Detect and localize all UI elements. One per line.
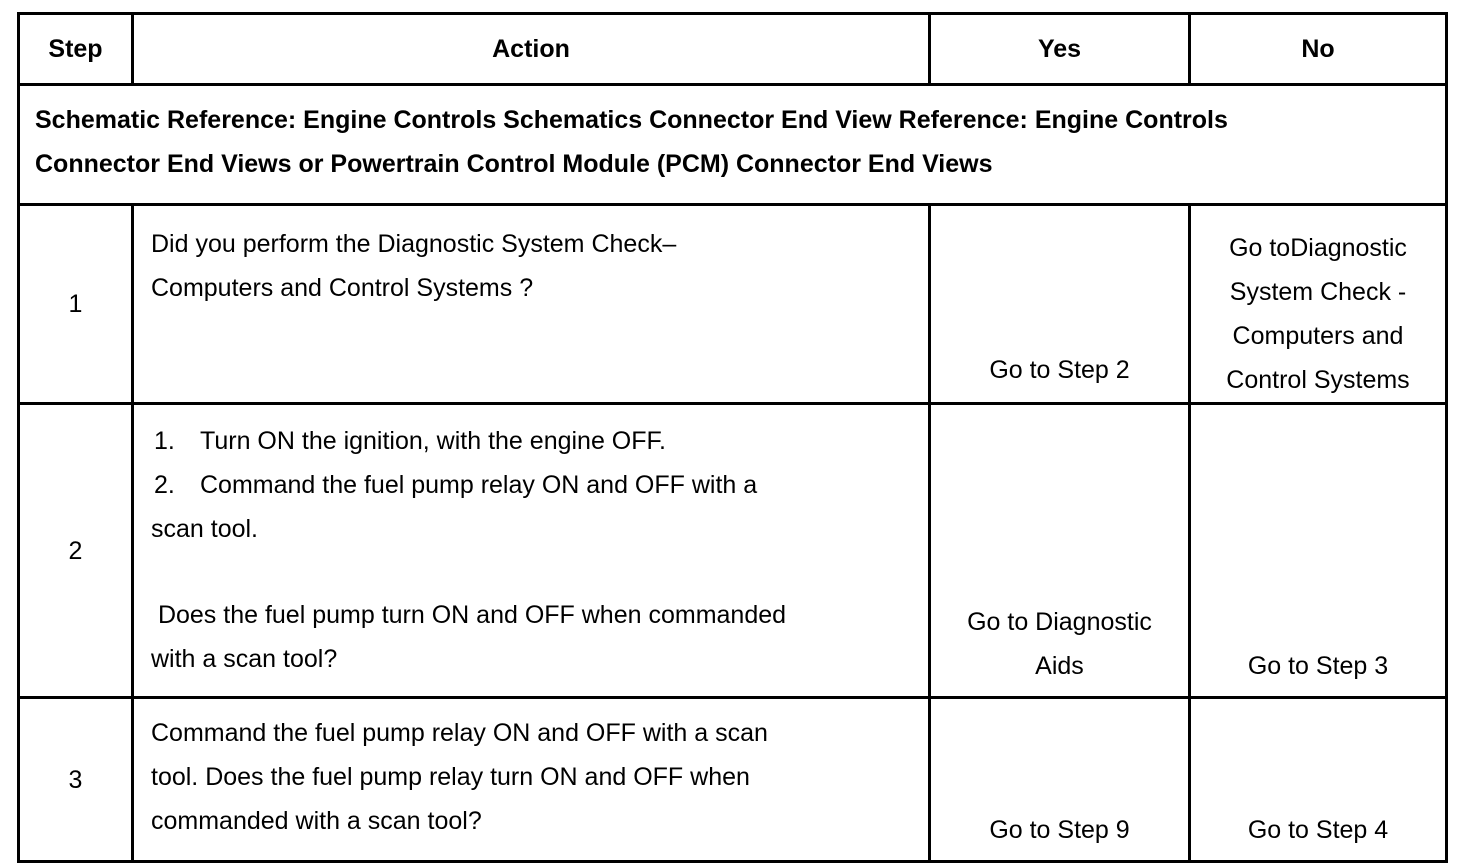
step-number: 1 bbox=[19, 205, 133, 404]
header-yes: Yes bbox=[930, 14, 1190, 85]
diagnostic-table-sheet bbox=[17, 12, 1445, 844]
list-continuation: scan tool. bbox=[151, 515, 259, 543]
no-cell bbox=[1190, 205, 1447, 404]
action-line: tool. Does the fuel pump relay turn ON and OFF when bbox=[151, 763, 750, 791]
step-number: 3 bbox=[19, 698, 133, 862]
list-item-number: 2. bbox=[154, 471, 175, 499]
list-item-text: Turn ON the ignition, with the engine OFF. bbox=[200, 427, 666, 455]
reference-line-1: Schematic Reference: Engine Controls Schematics Connector End View Reference: Engine Controls bbox=[35, 106, 1228, 134]
action-cell bbox=[133, 404, 930, 698]
question-line: Does the fuel pump turn ON and OFF when commanded bbox=[151, 601, 787, 629]
no-link: Go to Step 3 bbox=[1247, 652, 1389, 680]
diagnostic-table bbox=[17, 12, 1448, 863]
yes-link: Go to Step 2 bbox=[989, 356, 1130, 384]
header-no: No bbox=[1190, 14, 1447, 85]
header-row bbox=[19, 14, 1447, 85]
table-row bbox=[19, 205, 1447, 404]
action-line: Computers and Control Systems ? bbox=[151, 274, 534, 302]
list-item bbox=[151, 419, 910, 463]
no-cell bbox=[1190, 698, 1447, 862]
yes-line: Go to Diagnostic bbox=[967, 608, 1152, 636]
list-item-text: Command the fuel pump relay ON and OFF with a bbox=[200, 471, 758, 499]
reference-row bbox=[19, 85, 1447, 205]
action-line: Did you perform the Diagnostic System Check– bbox=[151, 230, 677, 258]
no-line: Go toDiagnostic bbox=[1229, 234, 1407, 262]
yes-line: Aids bbox=[1035, 652, 1084, 680]
schematic-reference bbox=[19, 85, 1447, 205]
table-row bbox=[19, 698, 1447, 862]
no-line: Computers and bbox=[1232, 322, 1404, 350]
action-cell bbox=[133, 205, 930, 404]
table-row bbox=[19, 404, 1447, 698]
yes-cell bbox=[930, 205, 1190, 404]
header-action: Action bbox=[133, 14, 930, 85]
action-line: Command the fuel pump relay ON and OFF with a scan bbox=[151, 719, 768, 747]
header-step: Step bbox=[19, 14, 133, 85]
step-number: 2 bbox=[19, 404, 133, 698]
no-line: System Check - bbox=[1229, 278, 1407, 306]
yes-link: Go to Step 9 bbox=[989, 816, 1130, 844]
action-line: commanded with a scan tool? bbox=[151, 807, 482, 835]
no-link: Go to Step 4 bbox=[1247, 816, 1389, 844]
question-line: with a scan tool? bbox=[151, 645, 338, 673]
no-cell bbox=[1190, 404, 1447, 698]
reference-line-2: Connector End Views or Powertrain Control Module (PCM) Connector End Views bbox=[35, 150, 993, 178]
yes-cell bbox=[930, 698, 1190, 862]
list-item-number: 1. bbox=[154, 427, 175, 455]
list-item bbox=[151, 463, 910, 507]
action-cell bbox=[133, 698, 930, 862]
yes-cell bbox=[930, 404, 1190, 698]
no-line: Control Systems bbox=[1226, 366, 1410, 394]
